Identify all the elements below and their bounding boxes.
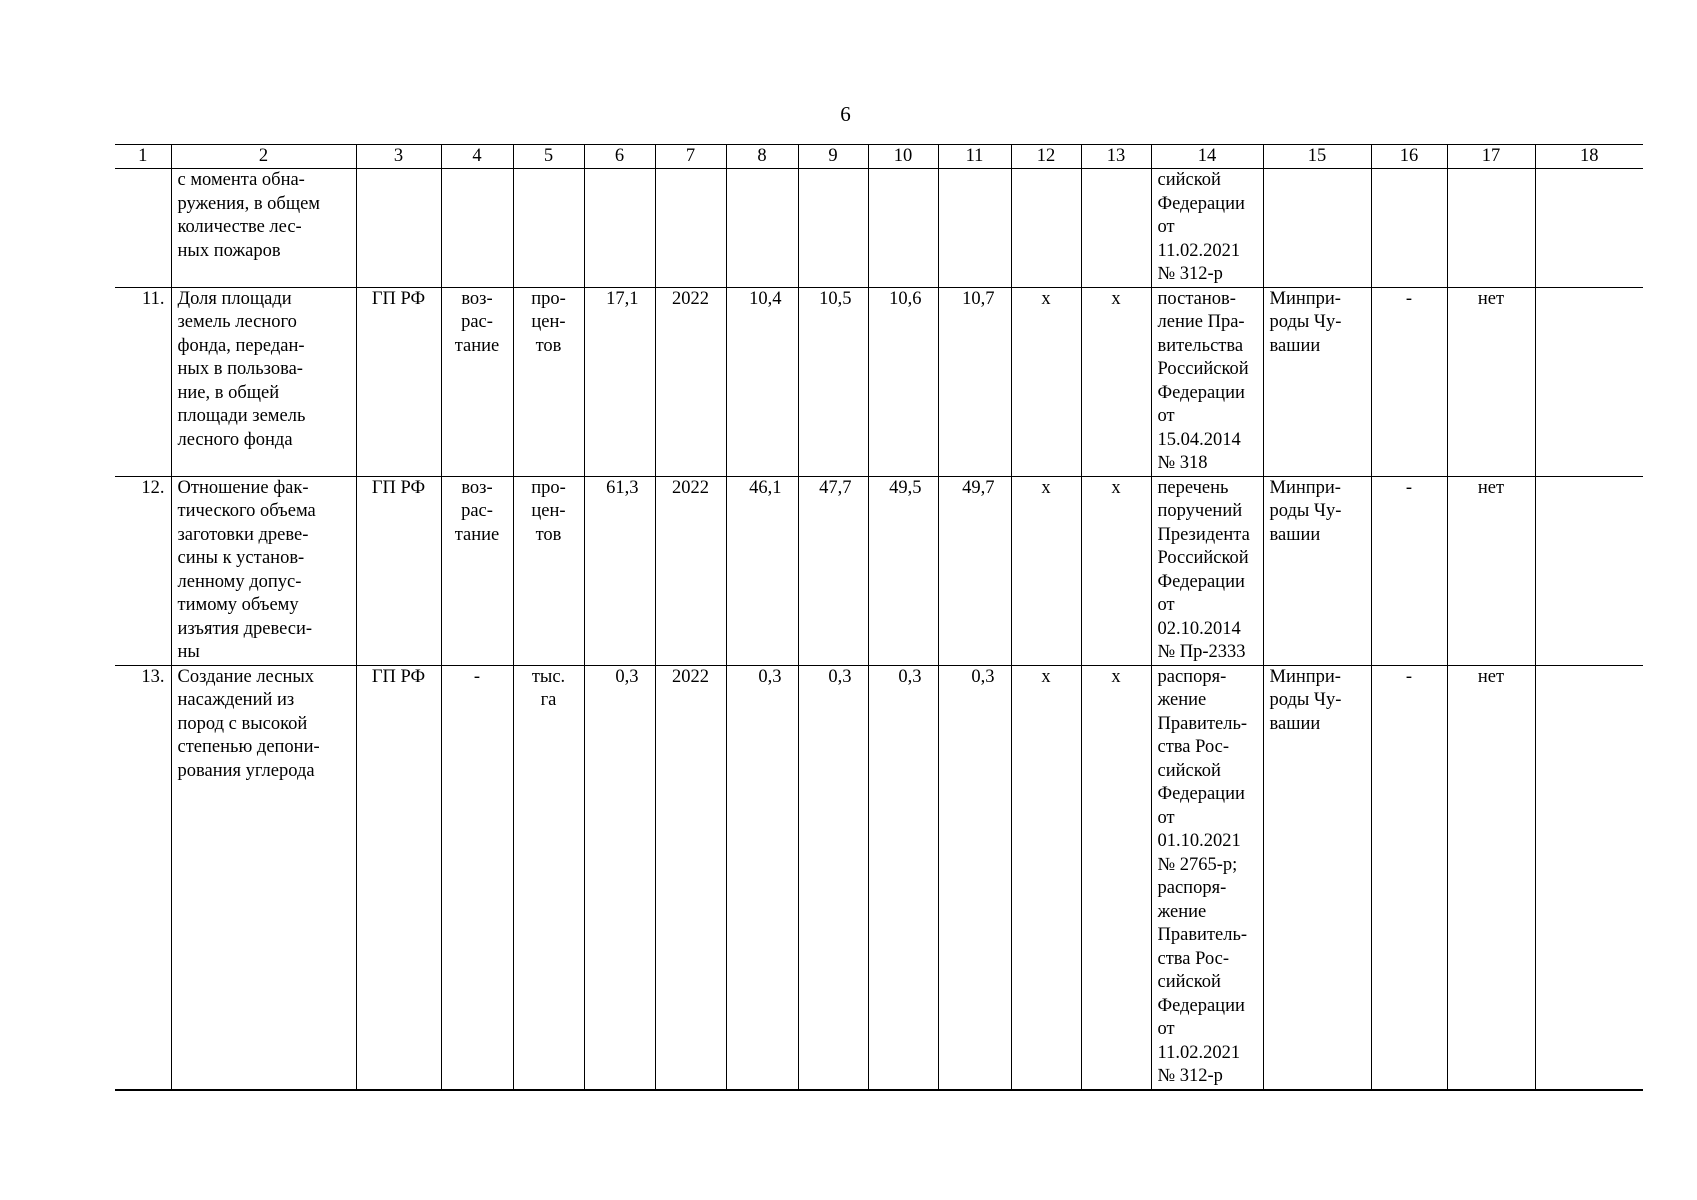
value-cell-12: х [1011,476,1081,665]
responsible-cell: Минпри- роды Чу- вашии [1263,476,1371,665]
base-value-cell: 0,3 [584,665,655,1090]
column-17-cell: нет [1447,287,1535,476]
column-header-5: 5 [513,145,584,169]
document-basis-cell: распоря- жение Правитель- ства Рос- сийской Федерации от 01.10.2021 № 2765-р; распоря- жение Правитель- ства Рос- сийской Федерации от 11.02.2021 № 312-р [1151,665,1263,1090]
value-cell-12: х [1011,287,1081,476]
column-header-18: 18 [1535,145,1643,169]
column-header-10: 10 [868,145,938,169]
unit-cell: про- цен- тов [513,287,584,476]
row-number-cell: 13. [115,665,171,1090]
column-header-4: 4 [441,145,513,169]
base-value-cell [584,169,655,288]
column-header-3: 3 [356,145,441,169]
column-header-6: 6 [584,145,655,169]
indicator-name-cell: с момента обна- ружения, в общем количестве лес- ных пожаров [171,169,356,288]
document-basis-cell: перечень поручений Президента Российской Федерации от 02.10.2014 № Пр-2333 [1151,476,1263,665]
value-cell-9: 10,5 [798,287,868,476]
column-16-cell: - [1371,476,1447,665]
value-cell-10: 10,6 [868,287,938,476]
indicator-name-cell: Отношение фак- тического объема заготовки древе- сины к установ- ленному допус- тимому объему изъятия древеси- ны [171,476,356,665]
value-cell-13: х [1081,287,1151,476]
column-18-cell [1535,169,1643,288]
base-year-cell: 2022 [655,476,726,665]
unit-cell: тыс. га [513,665,584,1090]
trend-cell: - [441,665,513,1090]
trend-cell [441,169,513,288]
indicator-name-cell: Создание лесных насаждений из пород с высокой степенью депони- рования углерода [171,665,356,1090]
column-header-12: 12 [1011,145,1081,169]
trend-cell: воз- рас- тание [441,476,513,665]
value-cell-9 [798,169,868,288]
value-cell-13: х [1081,476,1151,665]
column-header-9: 9 [798,145,868,169]
column-header-7: 7 [655,145,726,169]
column-header-8: 8 [726,145,798,169]
base-year-cell [655,169,726,288]
base-value-cell: 17,1 [584,287,655,476]
column-16-cell [1371,169,1447,288]
base-year-cell: 2022 [655,287,726,476]
value-cell-10: 49,5 [868,476,938,665]
value-cell-8 [726,169,798,288]
base-year-cell: 2022 [655,665,726,1090]
column-18-cell [1535,665,1643,1090]
document-basis-cell: постанов- ление Пра- вительства Российской Федерации от 15.04.2014 № 318 [1151,287,1263,476]
trend-cell: воз- рас- тание [441,287,513,476]
column-17-cell: нет [1447,665,1535,1090]
column-header-1: 1 [115,145,171,169]
page-number: 6 [840,102,851,126]
value-cell-8: 10,4 [726,287,798,476]
column-17-cell: нет [1447,476,1535,665]
value-cell-11: 0,3 [938,665,1011,1090]
value-cell-8: 0,3 [726,665,798,1090]
value-cell-13: х [1081,665,1151,1090]
value-cell-9: 47,7 [798,476,868,665]
value-cell-11: 10,7 [938,287,1011,476]
unit-cell: про- цен- тов [513,476,584,665]
table-row [115,287,1643,476]
value-cell-12 [1011,169,1081,288]
column-18-cell [1535,476,1643,665]
column-header-17: 17 [1447,145,1535,169]
column-18-cell [1535,287,1643,476]
table-row [115,169,1643,288]
value-cell-11: 49,7 [938,476,1011,665]
value-cell-13 [1081,169,1151,288]
column-17-cell [1447,169,1535,288]
column-header-11: 11 [938,145,1011,169]
value-cell-8: 46,1 [726,476,798,665]
responsible-cell: Минпри- роды Чу- вашии [1263,665,1371,1090]
indicator-type-cell: ГП РФ [356,476,441,665]
row-number-cell: 11. [115,287,171,476]
unit-cell [513,169,584,288]
indicator-name-cell: Доля площади земель лесного фонда, передан- ных в пользова- ние, в общей площади земель лесного фонда [171,287,356,476]
value-cell-10 [868,169,938,288]
document-basis-cell: сийской Федерации от 11.02.2021 № 312-р [1151,169,1263,288]
responsible-cell: Минпри- роды Чу- вашии [1263,287,1371,476]
value-cell-10: 0,3 [868,665,938,1090]
column-header-14: 14 [1151,145,1263,169]
row-number-cell: 12. [115,476,171,665]
table-row [115,665,1643,1090]
indicator-type-cell: ГП РФ [356,665,441,1090]
column-header-15: 15 [1263,145,1371,169]
value-cell-9: 0,3 [798,665,868,1090]
column-header-13: 13 [1081,145,1151,169]
value-cell-11 [938,169,1011,288]
column-header-16: 16 [1371,145,1447,169]
table-body [115,169,1643,1090]
indicator-type-cell: ГП РФ [356,287,441,476]
responsible-cell [1263,169,1371,288]
indicator-type-cell [356,169,441,288]
row-number-cell [115,169,171,288]
indicators-table [115,144,1643,1091]
header-row [115,145,1643,169]
column-header-2: 2 [171,145,356,169]
base-value-cell: 61,3 [584,476,655,665]
column-16-cell: - [1371,287,1447,476]
table-row [115,476,1643,665]
column-16-cell: - [1371,665,1447,1090]
value-cell-12: х [1011,665,1081,1090]
